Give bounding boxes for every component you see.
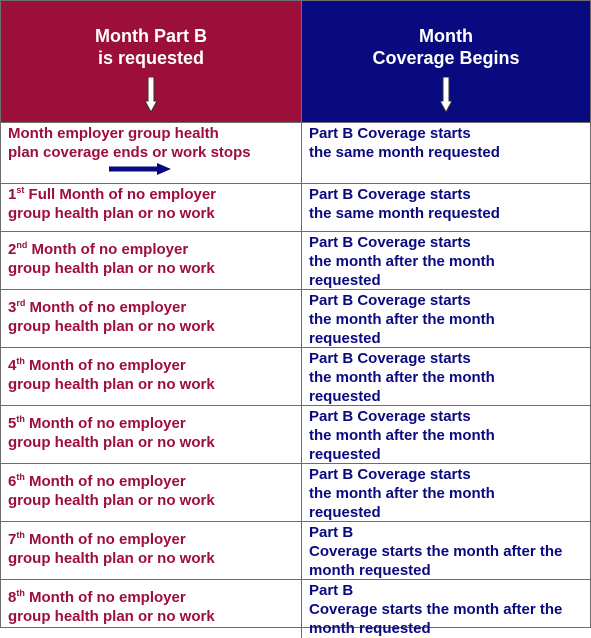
coverage-begins-cell <box>302 290 590 347</box>
month-requested-text: Month of no employer <box>24 531 186 548</box>
table-row <box>1 232 590 290</box>
ordinal-number: 6 <box>8 473 17 490</box>
month-requested-line <box>8 259 301 278</box>
month-requested-cell <box>1 464 302 521</box>
month-requested-text: group health plan or no work <box>8 260 215 277</box>
month-requested-line <box>8 607 301 626</box>
coverage-begins-line: requested <box>309 388 381 405</box>
table-row <box>1 123 590 184</box>
month-requested-line <box>8 491 301 510</box>
coverage-begins-line: Coverage starts the month after the <box>309 601 563 618</box>
table-row <box>1 290 590 348</box>
month-requested-text: Month employer group health <box>8 125 219 142</box>
month-requested-text: group health plan or no work <box>8 550 215 567</box>
month-requested-cell <box>1 348 302 405</box>
coverage-begins-cell <box>302 232 590 289</box>
month-requested-line <box>8 204 301 223</box>
ordinal-suffix: th <box>16 588 25 598</box>
coverage-begins-line: requested <box>309 446 381 463</box>
month-requested-text: group health plan or no work <box>8 608 215 625</box>
month-requested-line <box>8 414 301 433</box>
coverage-begins-cell <box>302 464 590 521</box>
month-requested-line <box>8 317 301 336</box>
month-requested-text: Month of no employer <box>24 589 186 606</box>
coverage-begins-line: Part B Coverage starts <box>309 234 471 251</box>
ordinal-number: 8 <box>8 589 17 606</box>
month-requested-cell <box>1 522 302 579</box>
coverage-begins-line: requested <box>309 272 381 289</box>
ordinal-suffix: th <box>16 472 25 482</box>
month-requested-text: Full Month of no employer <box>24 186 217 203</box>
ordinal-suffix: th <box>16 530 25 540</box>
month-requested-text: Month of no employer <box>27 241 189 258</box>
coverage-begins-line: Coverage starts the month after the <box>309 543 563 560</box>
coverage-begins-line: the same month requested <box>309 144 500 161</box>
coverage-begins-line: Part B <box>309 524 354 541</box>
coverage-begins-cell <box>302 522 590 579</box>
month-requested-line <box>8 588 301 607</box>
ordinal-number: 1 <box>8 186 17 203</box>
table-row <box>1 406 590 464</box>
month-requested-line <box>8 433 301 452</box>
month-requested-line <box>8 143 301 162</box>
month-requested-text: Month of no employer <box>24 415 186 432</box>
month-requested-cell <box>1 232 302 289</box>
coverage-begins-line: the same month requested <box>309 205 500 222</box>
month-requested-line <box>8 185 301 204</box>
coverage-begins-line: the month after the month <box>309 427 495 444</box>
coverage-begins-cell <box>302 348 590 405</box>
coverage-begins-line: requested <box>309 504 381 521</box>
coverage-begins-line: requested <box>309 330 381 347</box>
header-coverage-begins <box>302 1 590 122</box>
coverage-begins-line: Part B Coverage starts <box>309 408 471 425</box>
ordinal-number: 3 <box>8 299 17 316</box>
ordinal-suffix: nd <box>16 240 28 250</box>
table-row <box>1 184 590 232</box>
month-requested-text: group health plan or no work <box>8 318 215 335</box>
month-requested-line <box>8 356 301 375</box>
month-requested-text: group health plan or no work <box>8 376 215 393</box>
month-requested-cell <box>1 184 302 231</box>
table-body <box>1 123 590 638</box>
month-requested-cell <box>1 290 302 347</box>
coverage-begins-line: Part B Coverage starts <box>309 186 471 203</box>
coverage-begins-line: the month after the month <box>309 485 495 502</box>
right-arrow-icon <box>109 163 171 175</box>
coverage-begins-cell <box>302 123 590 183</box>
table-row <box>1 522 590 580</box>
ordinal-number: 2 <box>8 241 17 258</box>
month-requested-text: Month of no employer <box>25 299 187 316</box>
coverage-begins-cell <box>302 406 590 463</box>
month-requested-text: plan coverage ends or work stops <box>8 144 251 161</box>
month-requested-line <box>8 472 301 491</box>
month-requested-cell <box>1 580 302 638</box>
month-requested-line <box>8 124 301 143</box>
down-arrow-icon <box>440 77 452 113</box>
header-month-requested-title: Month Part B is requested <box>95 26 207 68</box>
coverage-begins-line: the month after the month <box>309 253 495 270</box>
month-requested-text: group health plan or no work <box>8 492 215 509</box>
month-requested-cell <box>1 406 302 463</box>
ordinal-number: 4 <box>8 357 17 374</box>
month-requested-line <box>8 549 301 568</box>
coverage-begins-line: Part B Coverage starts <box>309 466 471 483</box>
down-arrow-icon <box>145 77 157 113</box>
table-row <box>1 580 590 638</box>
month-requested-cell <box>1 123 302 183</box>
month-requested-line <box>8 298 301 317</box>
coverage-begins-line: Part B Coverage starts <box>309 125 471 142</box>
coverage-begins-cell <box>302 580 590 638</box>
ordinal-number: 5 <box>8 415 17 432</box>
month-requested-line <box>8 240 301 259</box>
ordinal-suffix: st <box>16 185 25 195</box>
ordinal-suffix: th <box>16 414 25 424</box>
month-requested-line <box>8 375 301 394</box>
table-row <box>1 464 590 522</box>
header-coverage-begins-title: Month Coverage Begins <box>372 26 520 68</box>
month-requested-line <box>8 530 301 549</box>
coverage-begins-line: month requested <box>309 562 431 579</box>
month-requested-text: Month of no employer <box>24 357 186 374</box>
coverage-begins-line: month requested <box>309 620 431 637</box>
coverage-begins-line: Part B Coverage starts <box>309 350 471 367</box>
coverage-begins-line: Part B Coverage starts <box>309 292 471 309</box>
coverage-begins-cell <box>302 184 590 231</box>
ordinal-suffix: rd <box>16 298 26 308</box>
ordinal-suffix: th <box>16 356 25 366</box>
month-requested-text: Month of no employer <box>24 473 186 490</box>
header-month-requested <box>1 1 302 122</box>
table-header <box>1 1 590 123</box>
coverage-begins-line: Part B <box>309 582 354 599</box>
month-requested-text: group health plan or no work <box>8 434 215 451</box>
month-requested-text: group health plan or no work <box>8 205 215 222</box>
coverage-begins-line: the month after the month <box>309 311 495 328</box>
coverage-begins-line: the month after the month <box>309 369 495 386</box>
table-row <box>1 348 590 406</box>
ordinal-number: 7 <box>8 531 17 548</box>
